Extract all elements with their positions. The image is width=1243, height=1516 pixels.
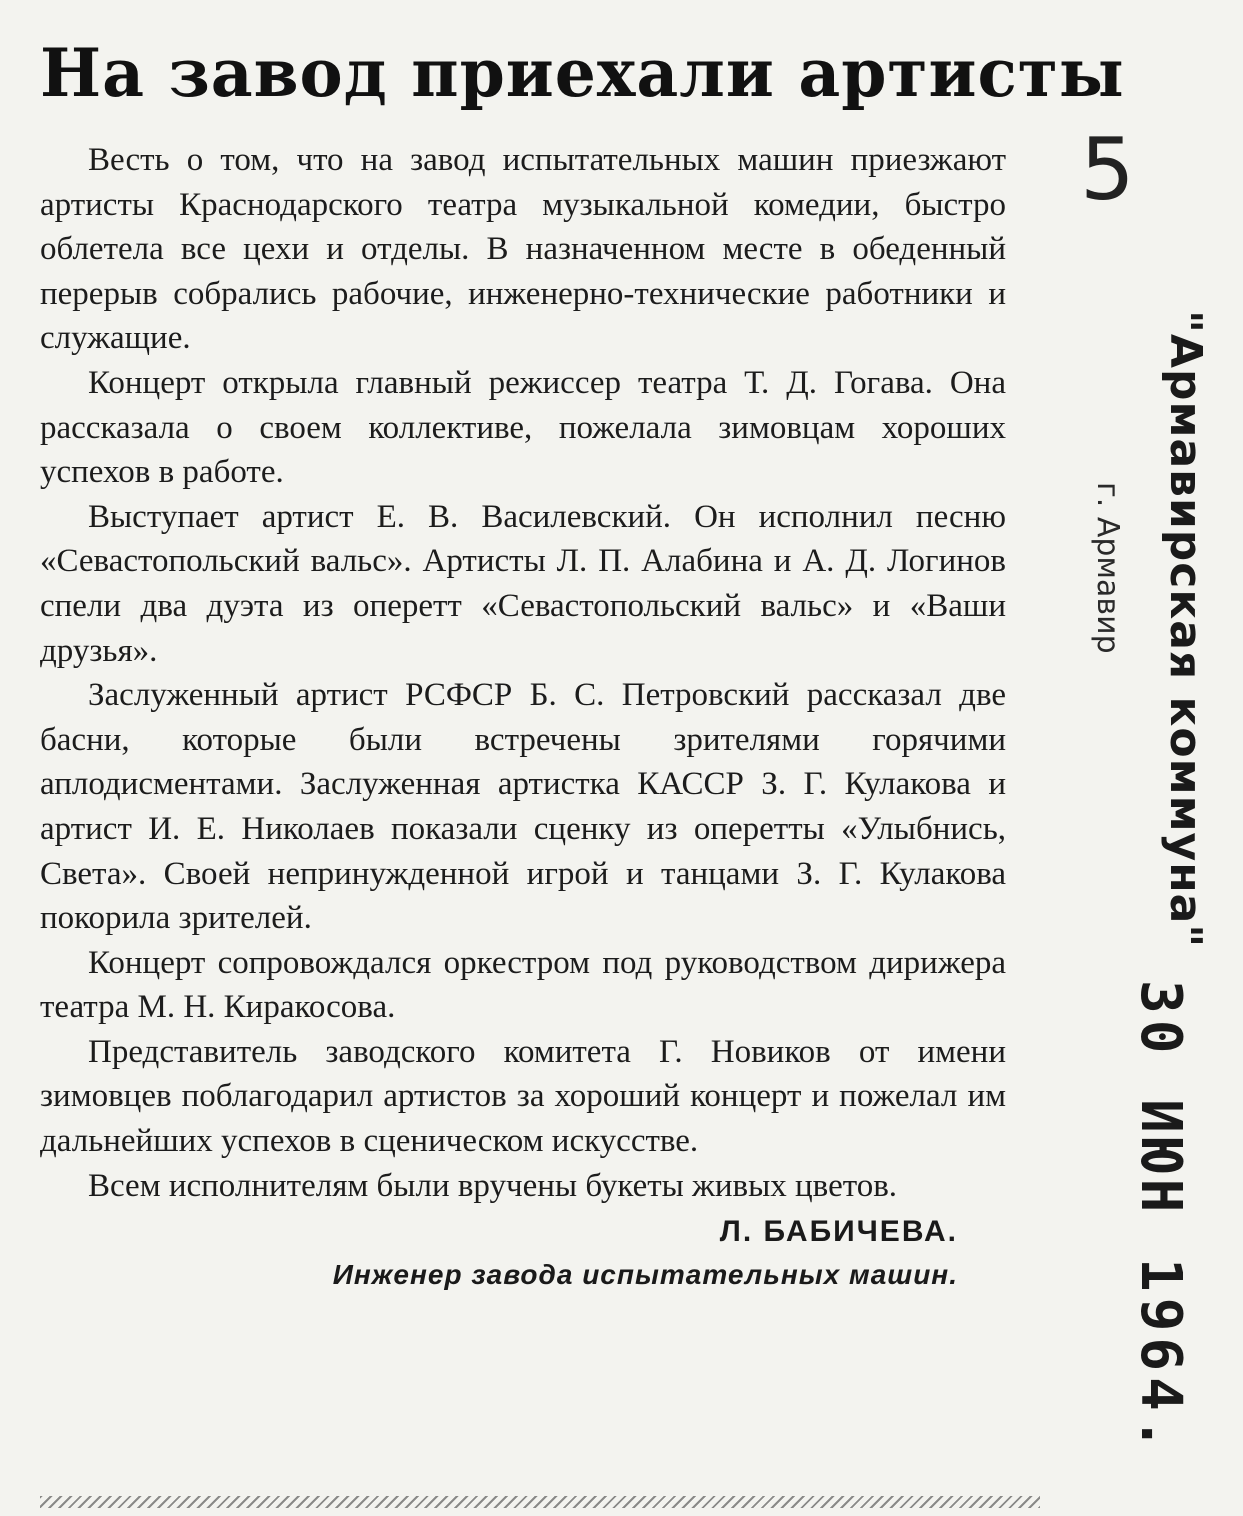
author-signature: Л. БАБИЧЕВА. bbox=[719, 1215, 958, 1249]
article-paragraph: Концерт открыла главный режиссер театра Т. Д. Гогава. Она рассказала о своем коллективе, пожелала зимовцам хороших успехов в работе. bbox=[40, 364, 1006, 491]
stamp-city: г. Армавир bbox=[1090, 482, 1125, 654]
article-paragraph: Выступает артист Е. В. Василевский. Он исполнил песню «Севастопольский вальс». Артисты Л. П. Алабина и А. Д. Логинов спели два дуэта из оперетт «Севастопольский вальс» и «Ваши друзья». bbox=[40, 498, 1006, 669]
torn-edge-divider bbox=[40, 1496, 1040, 1508]
stamp-date: 30 ИЮН 1964. bbox=[1128, 980, 1193, 1457]
article-paragraph: Концерт сопровождался оркестром под руководством дирижера театра М. Н. Киракосова. bbox=[40, 944, 1006, 1026]
author-title: Инженер завода испытательных машин. bbox=[332, 1259, 958, 1291]
stamp-newspaper-name: "Армавирская коммуна" bbox=[1160, 310, 1211, 949]
article-paragraph: Весть о том, что на завод испытательных машин приезжают артисты Краснодарского театра музыкальной комедии, быстро облетела все цехи и отделы. В назначенном месте в обеденный перерыв собрались рабочие, инженерно-технические работники и служащие. bbox=[40, 142, 1006, 357]
article-paragraph: Всем исполнителям были вручены букеты живых цветов. bbox=[88, 1167, 898, 1204]
article-paragraph: Заслуженный артист РСФСР Б. С. Петровский рассказал две басни, которые были встречены зрителями горячими аплодисментами. Заслуженная артистка КАССР З. Г. Кулакова и артист И. Е. Николаев показали сценку из оперетты «Улыбнись, Света». Своей непринужденной игрой и танцами З. Г. Кулакова покорила зрителей. bbox=[40, 677, 1006, 937]
article-paragraph: Представитель заводского комитета Г. Новиков от имени зимовцев поблагодарил артистов за хороший концерт и пожелал им дальнейших успехов в сценическом искусстве. bbox=[40, 1033, 1006, 1160]
handwritten-mark: 5 bbox=[1080, 120, 1135, 220]
archive-stamp bbox=[1080, 120, 1220, 1457]
article-headline: На завод приехали артисты bbox=[40, 34, 1125, 112]
